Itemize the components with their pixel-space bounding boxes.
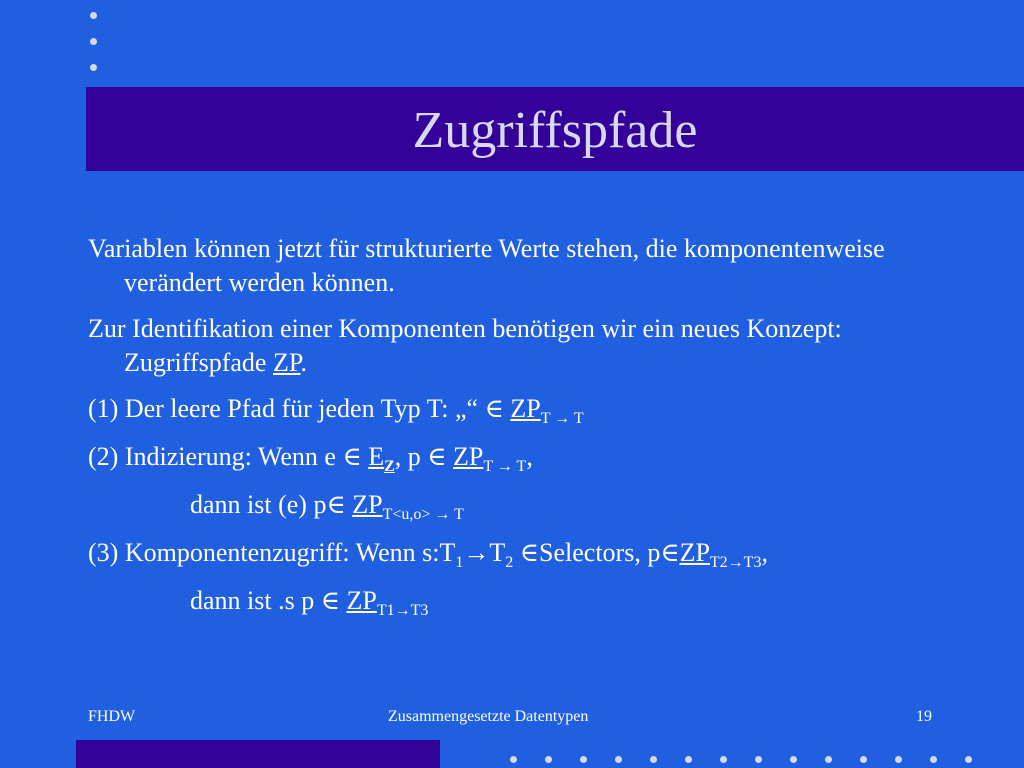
- dot: [545, 756, 552, 763]
- slide-title: Zugriffspfade: [412, 102, 698, 159]
- arrow-t: →T: [463, 538, 506, 567]
- dot: [965, 756, 972, 763]
- zp-term: ZP: [453, 442, 484, 471]
- dot: [720, 756, 727, 763]
- paragraph-1: Variablen können jetzt für strukturierte Werte stehen, die komponentenweise verändert werden können.: [88, 234, 885, 297]
- dot: [930, 756, 937, 763]
- item-2-continuation: [88, 488, 988, 522]
- item-1: [88, 392, 988, 426]
- zp-term: ZP: [352, 490, 383, 519]
- dot: [510, 756, 517, 763]
- item-2-mid: , p ∈: [394, 442, 454, 471]
- dot: [615, 756, 622, 763]
- item-3-end: ,: [761, 538, 768, 567]
- item-3-continuation: [88, 584, 988, 618]
- item-2: [88, 440, 988, 474]
- t2-subscript: 2: [505, 554, 514, 571]
- footer-center: Zusammengesetzte Datentypen: [388, 708, 589, 725]
- zp-term: ZP: [510, 394, 541, 423]
- bottom-bar: [76, 740, 440, 768]
- item-3-mid: ∈Selectors, p∈: [513, 538, 680, 567]
- dot: [90, 12, 97, 19]
- dot: [825, 756, 832, 763]
- dot: [790, 756, 797, 763]
- dot: [90, 38, 97, 45]
- dot: [650, 756, 657, 763]
- footer-left: FHDW: [88, 708, 136, 725]
- item-1-text: (1) Der leere Pfad für jeden Typ T: „“ ∈: [88, 394, 511, 423]
- slide-body: [88, 232, 988, 632]
- p2-end: .: [300, 348, 307, 377]
- dot: [580, 756, 587, 763]
- item-2b-text: dann ist (e) p∈: [190, 490, 353, 519]
- dot: [90, 64, 97, 71]
- item-2-text: (2) Indizierung: Wenn e ∈: [88, 442, 369, 471]
- p2-text: Zur Identifikation einer Komponenten benötigen wir ein neues Konzept: Zugriffspfade: [88, 314, 842, 377]
- zp-subscript: T → T: [540, 410, 584, 427]
- item-3b-text: dann ist .s p ∈: [190, 586, 347, 615]
- dot: [895, 756, 902, 763]
- t1-subscript: 1: [455, 554, 464, 571]
- zp-link: ZP: [272, 348, 301, 377]
- zp-term: ZP: [346, 586, 377, 615]
- e-subscript: Z: [384, 458, 395, 475]
- zp-subscript: T1→T3: [376, 602, 429, 619]
- zp-term: ZP: [679, 538, 710, 567]
- dot: [860, 756, 867, 763]
- item-3: [88, 536, 988, 570]
- dot: [755, 756, 762, 763]
- e-term: E: [368, 442, 385, 471]
- dot: [685, 756, 692, 763]
- item-3-text: (3) Komponentenzugriff: Wenn s:T: [88, 538, 456, 567]
- zp-subscript: T2→T3: [709, 554, 762, 571]
- zp-subscript: T<u,o> → T: [382, 506, 464, 523]
- page-number: 19: [916, 708, 932, 725]
- zp-subscript: T → T: [483, 458, 527, 475]
- item-2-end: ,: [526, 442, 533, 471]
- paragraph-2: [88, 312, 988, 380]
